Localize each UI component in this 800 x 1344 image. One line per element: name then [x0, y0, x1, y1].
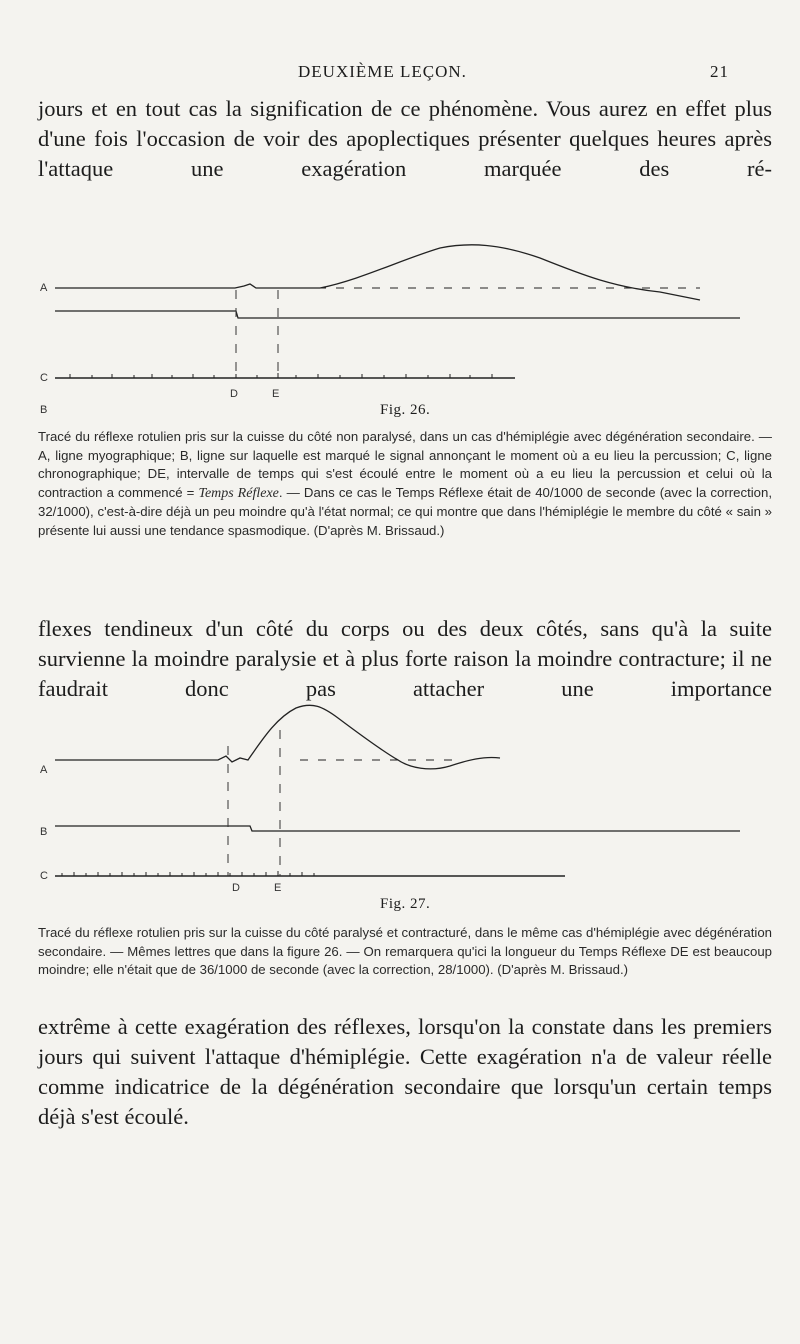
figure-26-caption-emphasis: Temps Réflexe [198, 485, 279, 501]
running-title: DEUXIÈME LEÇON. [298, 62, 467, 81]
figure-27-caption: Tracé du réflexe rotulien pris sur la cuisse du côté paralysé et contracturé, dans le même cas d'hémiplégie avec dégénération secondaire. — Mêmes lettres que dans la figure 26. — On remarquera qu'ici la longueur du Temps Réflexe DE est beaucoup moindre; elle n'était que de 36/1000 de seconde (avec la correction, 28/1000). (D'après M. Brissaud.) [38, 925, 772, 977]
figure-26-caption-part-1: Tracé du réflexe rotulien pris sur la cuisse du côté non paralysé, dans un cas d'hémiplégie avec dégénération secondaire. — A, ligne myographique; B, ligne sur laquelle est marqué le signal annonçant le moment où a eu lieu la percussion; C, ligne chronographique; DE, intervalle de temps qui s'est écoulé entre le moment où a eu lieu la percussion et celui où la contraction a commencé = [38, 429, 772, 500]
fig27-myographic-line [55, 705, 500, 769]
figure-27-label: Fig. 27. [380, 896, 431, 912]
figure-26-caption [38, 428, 772, 540]
fig27-letter-b: B [40, 826, 48, 838]
figure-26-trace [0, 180, 800, 380]
paragraph-1: jours et en tout cas la signification de ce phénomène. Vous aurez en effet plus d'une fois l'occasion de voir des apoplectiques présenter quelques heures après l'attaque une exagération marquée des ré- [38, 96, 772, 181]
figure-26-caption-part-2: . — Dans ce cas le Temps Réflexe était de 40/1000 de seconde (avec la correction, 32/1000), c'est-à-dire déjà un peu moindre qu'à l'état normal; ce qui montre que dans l'hémiplégie le membre du côté « sain » présente lui aussi une tendance spasmodique. (D'après M. Brissaud.) [38, 484, 772, 538]
fig27-letter-d: D [232, 882, 240, 894]
fig27-letter-e: E [274, 882, 282, 894]
figure-26-label: Fig. 26. [380, 402, 431, 418]
fig26-letter-c: C [40, 372, 48, 384]
figure-27-trace [0, 700, 800, 880]
fig26-vertical-guides [236, 290, 278, 378]
fig26-signal-line [55, 311, 740, 318]
paragraph-3: extrême à cette exagération des réflexes, lorsqu'on la constate dans les premiers jours qui suivent l'attaque d'hémiplégie. Cette exagération n'a de valeur réelle comme indicatrice de la dégénération secondaire que lorsqu'un certain temps déjà s'est écoulé. [38, 1014, 772, 1129]
fig26-myographic-line [55, 245, 700, 300]
fig27-letter-a: A [40, 764, 48, 776]
fig26-letter-d: D [230, 388, 238, 400]
fig27-signal-line [55, 826, 740, 831]
fig27-letter-c: C [40, 870, 48, 882]
fig26-letter-a: A [40, 282, 48, 294]
paragraph-2: flexes tendineux d'un côté du corps ou des deux côtés, sans qu'à la suite survienne la moindre paralysie et à plus forte raison la moindre contracture; il ne faudrait donc pas attacher une importance [38, 616, 772, 701]
fig26-letter-e: E [272, 388, 280, 400]
fig26-letter-b: B [40, 404, 48, 416]
page-number: 21 [710, 62, 729, 81]
